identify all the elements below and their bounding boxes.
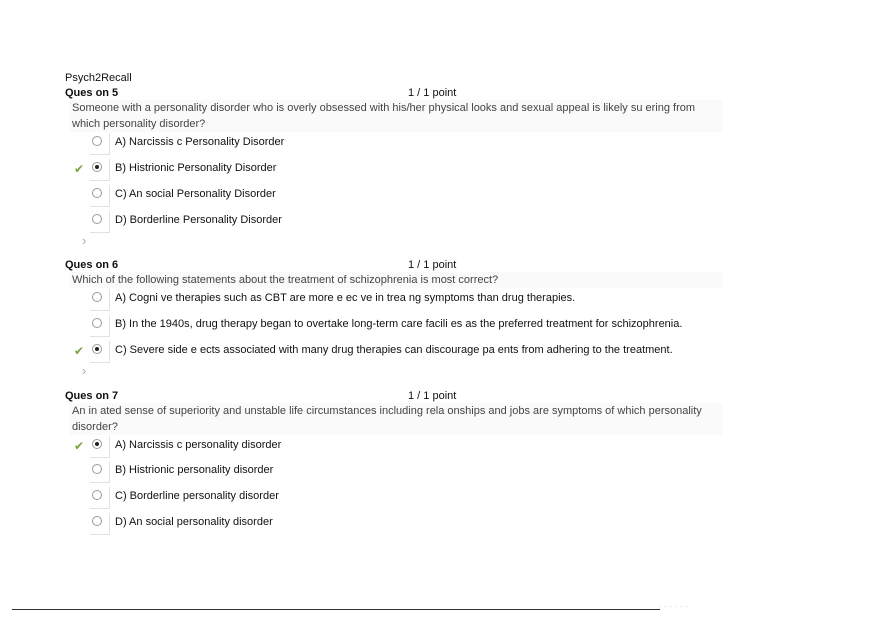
radio-button-selected[interactable] (92, 344, 102, 354)
footer-marks: · · · · · · (660, 604, 688, 610)
radio-button[interactable] (92, 464, 102, 474)
check-icon: ✔ (74, 162, 85, 176)
answer-option[interactable] (72, 133, 772, 155)
radio-button[interactable] (92, 490, 102, 500)
question-text: Someone with a personality disorder who is overly obsessed with his/her physical looks and sexual appeal is likely su ering from which personality disorder? (70, 100, 722, 132)
radio-button-selected[interactable] (92, 439, 102, 449)
answer-option-label: C) Severe side e ects associated with many drug therapies can discourage pa ents from adhering to the treatment. (115, 344, 673, 356)
answer-option[interactable] (72, 185, 772, 207)
question-number: Ques on 7 (65, 390, 119, 402)
question-text: Which of the following statements about the treatment of schizophrenia is most correct? (70, 272, 722, 288)
answer-option-label: B) In the 1940s, drug therapy began to overtake long-term care facili es as the preferred treatment for schizophrenia. (115, 318, 683, 330)
chevron-right-icon[interactable]: › (82, 363, 87, 378)
answer-option[interactable] (72, 341, 772, 363)
radio-button[interactable] (92, 292, 102, 302)
answer-option[interactable] (72, 487, 772, 509)
radio-button[interactable] (92, 214, 102, 224)
question-points: 1 / 1 point (408, 87, 457, 99)
footer-divider (12, 609, 660, 610)
radio-button[interactable] (92, 318, 102, 328)
answer-option-label: A) Narcissis c personality disorder (115, 439, 282, 451)
question-number: Ques on 6 (65, 259, 119, 271)
answer-option-label: C) Borderline personality disorder (115, 490, 279, 502)
answer-option[interactable] (72, 461, 772, 483)
page-header-title: Psych2Recall (65, 72, 132, 84)
answer-option[interactable] (72, 513, 772, 535)
answer-option[interactable] (72, 315, 772, 337)
radio-button[interactable] (92, 516, 102, 526)
answer-option-label: B) Histrionic personality disorder (115, 464, 274, 476)
radio-button[interactable] (92, 188, 102, 198)
answer-option-label: D) An social personality disorder (115, 516, 273, 528)
question-header (65, 390, 465, 404)
answer-option-label: A) Narcissis c Personality Disorder (115, 136, 285, 148)
check-icon: ✔ (74, 439, 85, 453)
answer-option-label: C) An social Personality Disorder (115, 188, 276, 200)
answer-option[interactable] (72, 159, 772, 181)
question-header (65, 259, 465, 273)
question-header (65, 87, 465, 101)
question-points: 1 / 1 point (408, 390, 457, 402)
answer-option-label: D) Borderline Personality Disorder (115, 214, 282, 226)
answer-option-label: B) Histrionic Personality Disorder (115, 162, 277, 174)
answer-option-label: A) Cogni ve therapies such as CBT are more e ec ve in trea ng symptoms than drug therapies. (115, 292, 576, 304)
chevron-right-icon[interactable]: › (82, 233, 87, 248)
question-text: An in ated sense of superiority and unstable life circumstances including rela onships and jobs are symptoms of which personality disorder? (70, 403, 722, 435)
question-points: 1 / 1 point (408, 259, 457, 271)
answer-option[interactable] (72, 211, 772, 233)
radio-button[interactable] (92, 136, 102, 146)
question-number: Ques on 5 (65, 87, 119, 99)
answer-option[interactable] (72, 436, 772, 458)
check-icon: ✔ (74, 344, 85, 358)
answer-option[interactable] (72, 289, 772, 311)
radio-button-selected[interactable] (92, 162, 102, 172)
